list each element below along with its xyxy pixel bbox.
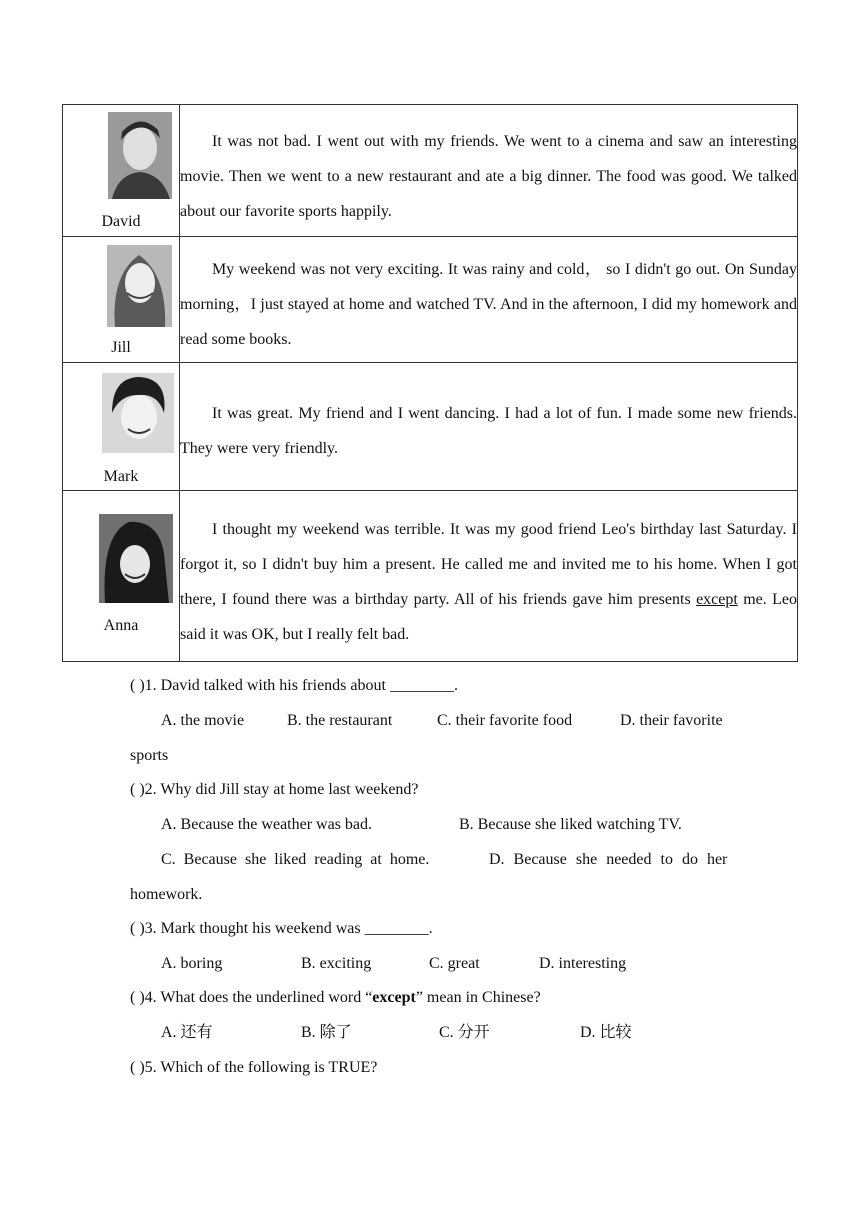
- question-1-option-d-wrap: sports: [130, 747, 169, 764]
- profile-row-mark: [63, 363, 798, 491]
- question-4-stem-after: ” mean in Chinese?: [415, 989, 541, 1006]
- profile-photo-cell: [63, 491, 180, 662]
- question-1-option-d: D. their favorite: [620, 712, 723, 729]
- question-4-option-c: C. 分开: [439, 1024, 490, 1041]
- question-1-option-b: B. the restaurant: [287, 712, 393, 729]
- question-4-stem-before: ( )4. What does the underlined word “: [130, 989, 373, 1006]
- question-3-option-d: D. interesting: [539, 955, 627, 972]
- profile-text-cell: [180, 105, 798, 237]
- profile-name: Mark: [103, 468, 139, 485]
- question-3-option-b: B. exciting: [301, 955, 372, 972]
- profile-text-jill: My weekend was not very exciting. It was rainy and cold， so I didn't go out. On Sunday morning，I just stayed at home and watched TV. And in the afternoon, I did my homework and read some books.: [180, 261, 797, 348]
- portrait-icon: [108, 112, 172, 199]
- question-4-option-d: D. 比较: [580, 1024, 632, 1041]
- jill-photo: [107, 245, 172, 327]
- profile-text-cell: [180, 237, 798, 363]
- question-3-option-a: A. boring: [161, 955, 223, 972]
- profile-row-david: [63, 105, 798, 237]
- question-4-option-b: B. 除了: [301, 1024, 352, 1041]
- question-5-stem: ( )5. Which of the following is TRUE?: [130, 1059, 378, 1076]
- profile-name: Jill: [111, 339, 131, 356]
- profile-name: Anna: [103, 617, 139, 634]
- question-1-option-c: C. their favorite food: [437, 712, 573, 729]
- portrait-icon: [99, 514, 173, 603]
- question-2-stem: ( )2. Why did Jill stay at home last weekend?: [130, 781, 419, 798]
- portrait-icon: [107, 245, 172, 327]
- question-2-option-b: B. Because she liked watching TV.: [459, 816, 682, 833]
- question-4-stem-bold: except: [372, 989, 416, 1006]
- profile-row-jill: [63, 237, 798, 363]
- question-4-stem: [130, 980, 541, 1015]
- profile-text-cell: [180, 491, 798, 662]
- anna-text-after: me. Leo said it was OK, but I really felt bad.: [180, 591, 798, 643]
- profile-text-cell: [180, 363, 798, 491]
- profile-text-david: It was not bad. I went out with my friends. We went to a cinema and saw an interesting movie. Then we went to a new restaurant and ate a big dinner. The food was good. We talked about our favorite sports happily.: [180, 133, 797, 220]
- portrait-icon: [102, 373, 174, 453]
- mark-photo: [102, 373, 174, 453]
- question-2-option-d: D. Because she needed to do her: [489, 851, 728, 868]
- profile-photo-cell: [63, 105, 180, 237]
- profile-photo-cell: [63, 363, 180, 491]
- profile-name: David: [101, 213, 141, 230]
- underlined-word: except: [696, 591, 738, 608]
- question-3-stem: ( )3. Mark thought his weekend was ________.: [130, 920, 433, 937]
- profile-text-mark: It was great. My friend and I went dancing. I had a lot of fun. I made some new friends. They were very friendly.: [180, 405, 797, 457]
- anna-photo: [99, 514, 173, 603]
- profile-text-anna: [180, 512, 797, 652]
- question-2-option-d-wrap: homework.: [130, 886, 203, 903]
- question-4-option-a: A. 还有: [161, 1024, 213, 1041]
- question-3-option-c: C. great: [429, 955, 480, 972]
- profile-photo-cell: [63, 237, 180, 363]
- profiles-table: [62, 104, 798, 662]
- david-photo: [108, 112, 172, 199]
- profile-row-anna: [63, 491, 798, 662]
- question-1-option-a: A. the movie: [161, 712, 245, 729]
- question-2-option-a: A. Because the weather was bad.: [161, 816, 373, 833]
- anna-text-before: I thought my weekend was terrible. It was my good friend Leo's birthday last Saturday. I forgot it, so I didn't buy him a present. He called me and invited me to his home. When I got there, I found there was a birthday party. All of his friends gave him presents: [180, 521, 797, 608]
- question-2-option-c: C. Because she liked reading at home.: [161, 851, 430, 868]
- question-1-stem: ( )1. David talked with his friends about ________.: [130, 677, 458, 694]
